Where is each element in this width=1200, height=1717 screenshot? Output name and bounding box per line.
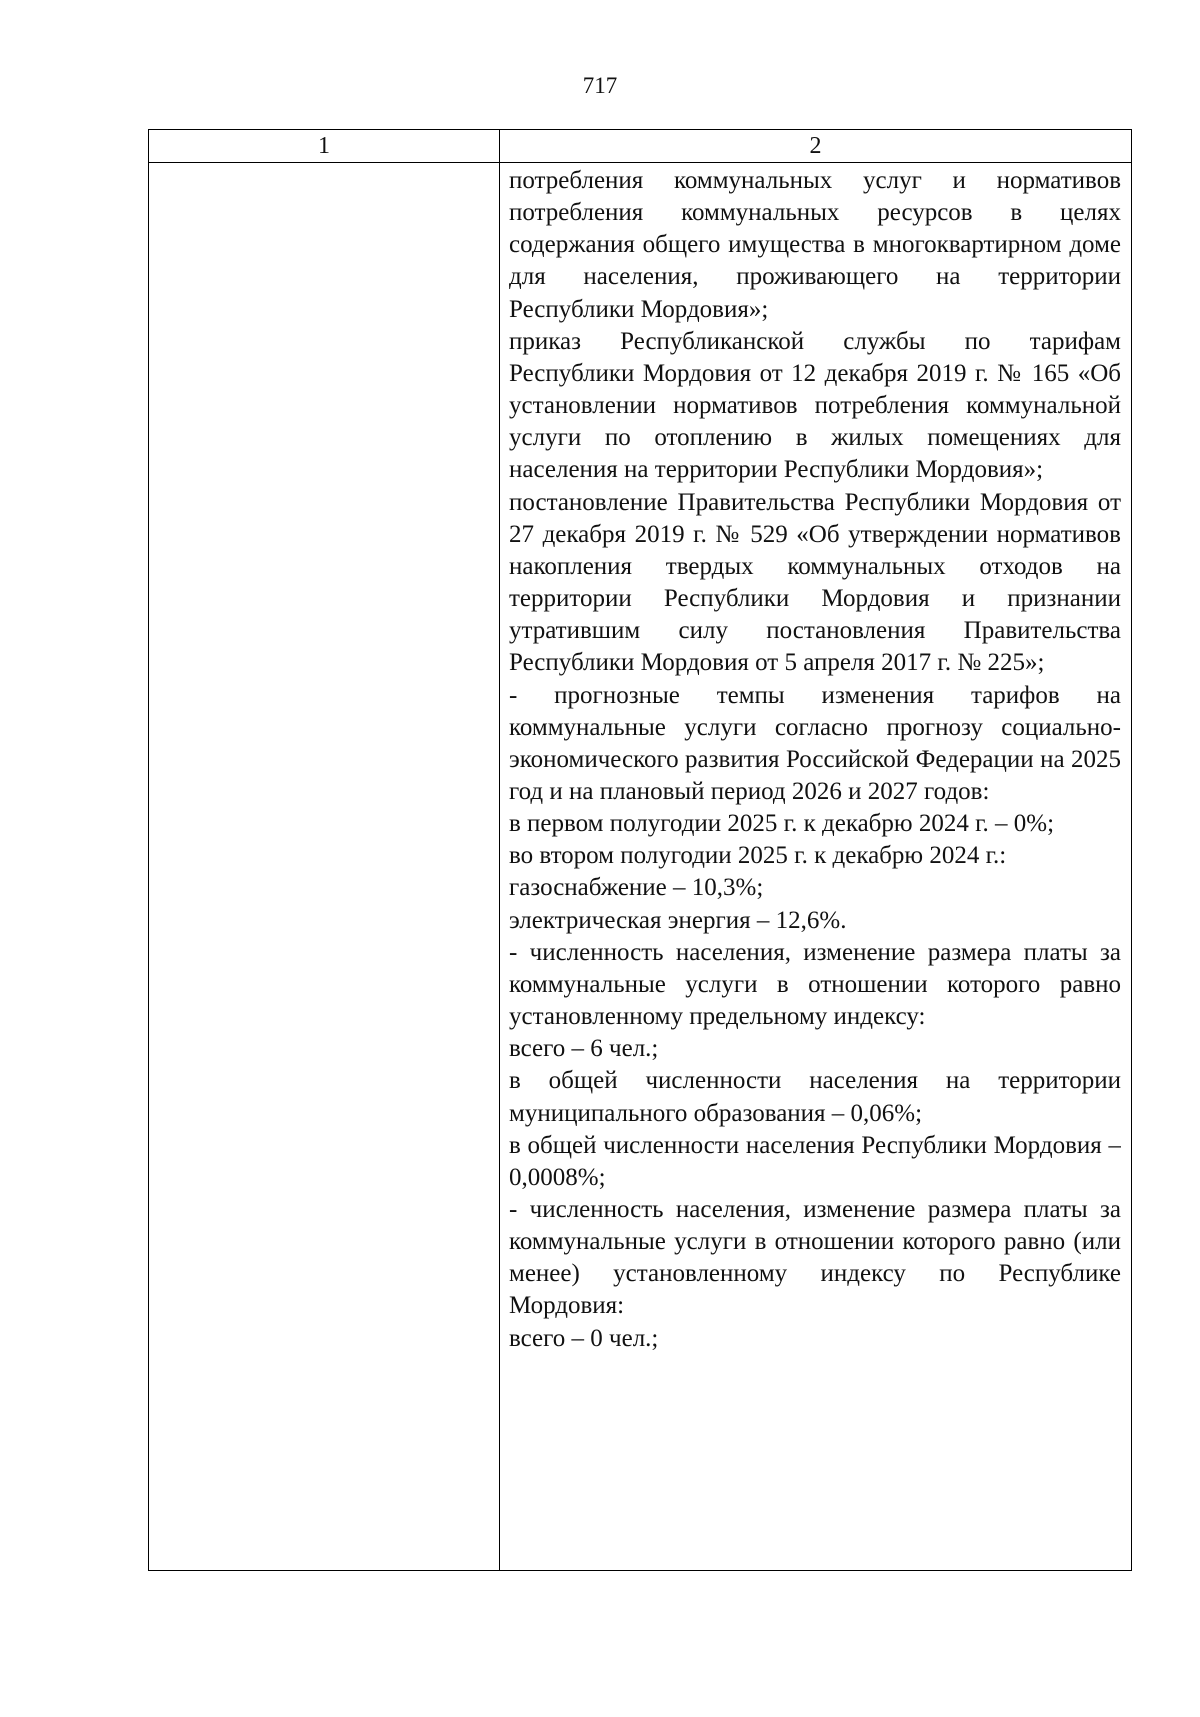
column-divider <box>499 130 500 1570</box>
column-header-2: 2 <box>809 133 822 159</box>
paragraph: приказ Республиканской службы по тарифам Республики Мордовия от 12 декабря 2019 г. № 165 «Об установлении нормативов потребления коммунальной услуги по отоплению в жилых помещениях для населения на территории Республики Мордовия»; <box>509 327 1121 484</box>
paragraph: во втором полугодии 2025 г. к декабрю 2024 г.: <box>509 842 1007 870</box>
paragraph: потребления коммунальных услуг и нормативов потребления коммунальных ресурсов в целях содержания общего имущества в многоквартирном доме для населения, проживающего на территории Республики Мордовия»; <box>509 167 1121 323</box>
paragraph: - прогнозные темпы изменения тарифов на коммунальные услуги согласно прогнозу социально-экономического развития Российской Федерации на 2025 год и на плановый период 2026 и 2027 годов: <box>509 681 1121 805</box>
paragraph: - численность населения, изменение размера платы за коммунальные услуги в отношении которого равно (или менее) установленному индексу по Республике Мордовия: <box>509 1196 1121 1320</box>
column-2-content <box>509 165 1121 1565</box>
table-header-row <box>149 130 1131 163</box>
document-table <box>148 129 1132 1571</box>
paragraph: электрическая энергия – 12,6%. <box>509 906 847 934</box>
paragraph: газоснабжение – 10,3%; <box>509 874 764 902</box>
column-header-1: 1 <box>318 133 330 159</box>
paragraph: постановление Правительства Республики Мордовия от 27 декабря 2019 г. № 529 «Об утверждении нормативов накопления твердых коммунальных отходов на территории Республики Мордовия и признании утратившим силу постановления Правительства Республики Мордовия от 5 апреля 2017 г. № 225»; <box>509 488 1121 677</box>
paragraph: в первом полугодии 2025 г. к декабрю 2024 г. – 0%; <box>509 810 1055 838</box>
page-number: 717 <box>582 73 618 98</box>
paragraph: всего – 0 чел.; <box>509 1324 659 1352</box>
paragraph: в общей численности населения Республики Мордовия – 0,0008%; <box>509 1131 1121 1191</box>
paragraph: в общей численности населения на территории муниципального образования – 0,06%; <box>509 1067 1121 1127</box>
paragraph: - численность населения, изменение размера платы за коммунальные услуги в отношении которого равно установленному предельному индексу: <box>509 938 1121 1031</box>
paragraph: всего – 6 чел.; <box>509 1035 659 1063</box>
